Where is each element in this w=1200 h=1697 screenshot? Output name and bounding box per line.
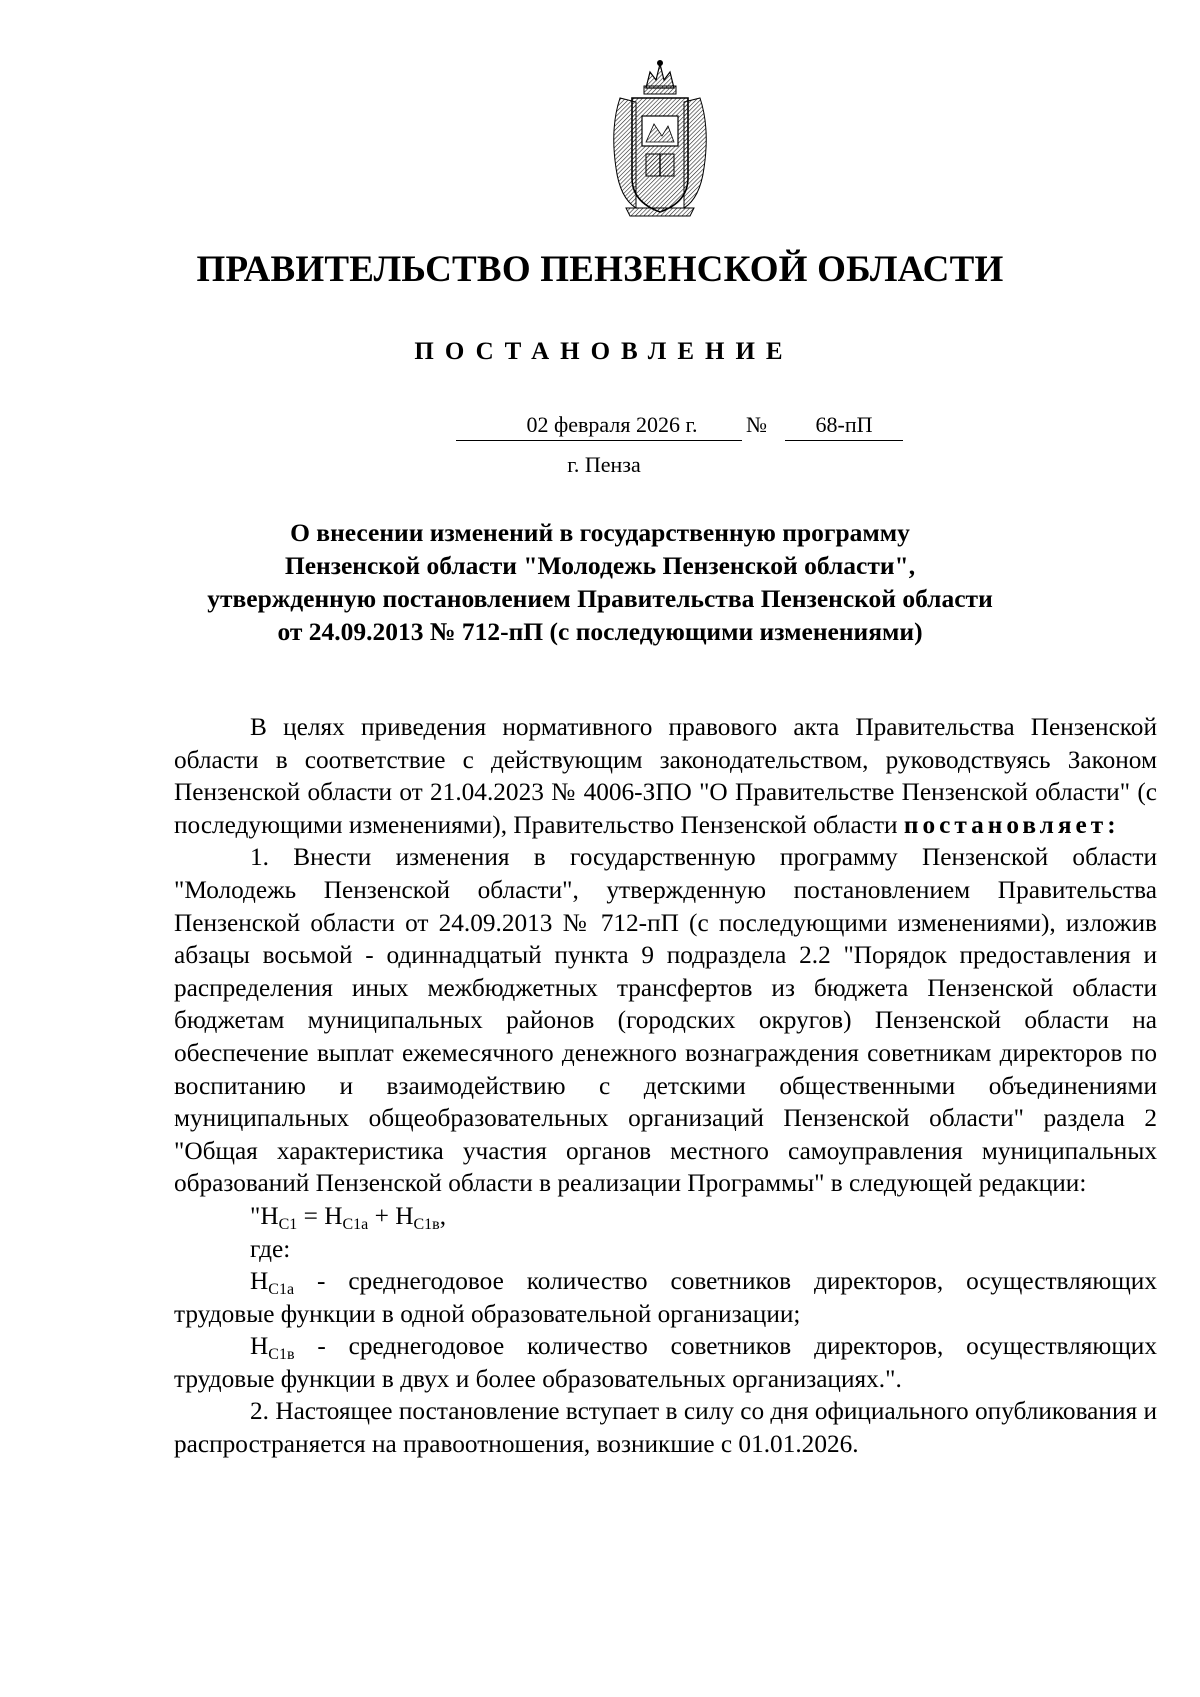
formula-lhs: Н [260, 1201, 279, 1230]
document-date: 02 февраля 2026 г. [456, 410, 742, 441]
def1-sub: С1а [268, 1281, 295, 1299]
subject-line: О внесении изменений в государственную программу [290, 518, 910, 547]
organization-title: ПРАВИТЕЛЬСТВО ПЕНЗЕНСКОЙ ОБЛАСТИ [196, 249, 1004, 290]
formula-term2: Н [395, 1201, 414, 1230]
subject-line: утвержденную постановлением Правительства Пензенской области [207, 584, 993, 613]
document-subject [190, 516, 1010, 648]
document-type: ПОСТАНОВЛЕНИЕ [414, 338, 794, 365]
preamble-paragraph [174, 711, 1157, 841]
def2-sub: С1в [268, 1346, 295, 1364]
def1-text: - среднегодовое количество советников директоров, осуществляющих трудовые функции в одной образовательной организации; [174, 1267, 1157, 1328]
formula-eq: = [297, 1201, 325, 1230]
formula-plus: + [368, 1201, 396, 1230]
definition-2 [174, 1330, 1157, 1395]
def2-text: - среднегодовое количество советников директоров, осуществляющих трудовые функции в двух и более образовательных организациях.". [174, 1332, 1157, 1393]
item-2-paragraph: 2. Настоящее постановление вступает в силу со дня официального опубликования и распространяется на правоотношения, возникшие с 01.01.2026. [174, 1397, 1157, 1459]
decree-word: постановляет: [903, 810, 1120, 839]
number-sign: № [746, 412, 767, 437]
subject-line: Пензенской области "Молодежь Пензенской области", [284, 551, 916, 580]
item-1-paragraph: 1. Внести изменения в государственную программу Пензенской области "Молодежь Пензенской области", утвержденную постановлением Правительства Пензенской области от 24.09.2013 № 712-пП (с последующими изменениями), изложив абзацы восьмой - одиннадцатый пункта 9 подраздела 2.2 "Порядок предоставления и распределения иных межбюджетных трансфертов из бюджета Пензенской области бюджетам муниципальных районов (городских округов) Пензенской области на обеспечение выплат ежемесячного денежного вознаграждения советникам директоров по воспитанию и взаимодействию с детскими общественными объединениями муниципальных общеобразовательных организаций Пензенской области" раздела 2 "Общая характеристика участия органов местного самоуправления муниципальных образований Пензенской области в реализации Программы" в следующей редакции: [174, 843, 1157, 1198]
document-body [174, 711, 1157, 1461]
preamble-text: В целях приведения нормативного правового акта Правительства Пензенской области в соответствие с действующим законодательством, руководствуясь Законом Пензенской области от 21.04.2023 № 4006-ЗПО "О Правительстве Пензенской области" (с последующими изменениями), Правительство Пензенской области [174, 713, 1157, 839]
coat-of-arms-emblem [606, 58, 714, 218]
document-number: 68-пП [785, 410, 903, 441]
def2-symbol: Н [250, 1332, 269, 1361]
where-line: где: [250, 1234, 291, 1263]
formula-term1: Н [324, 1201, 343, 1230]
formula-term1-sub: С1а [342, 1215, 369, 1233]
date-number-line [0, 410, 1200, 442]
formula-term2-sub: С1в [413, 1215, 440, 1233]
formula-end: , [439, 1201, 447, 1230]
def1-symbol: Н [250, 1267, 269, 1296]
formula-quote: " [250, 1201, 261, 1230]
subject-line: от 24.09.2013 № 712-пП (с последующими изменениями) [277, 617, 923, 646]
formula-lhs-sub: С1 [278, 1215, 298, 1233]
city: г. Пенза [567, 452, 641, 477]
formula [174, 1200, 1157, 1233]
definition-1 [174, 1265, 1157, 1330]
